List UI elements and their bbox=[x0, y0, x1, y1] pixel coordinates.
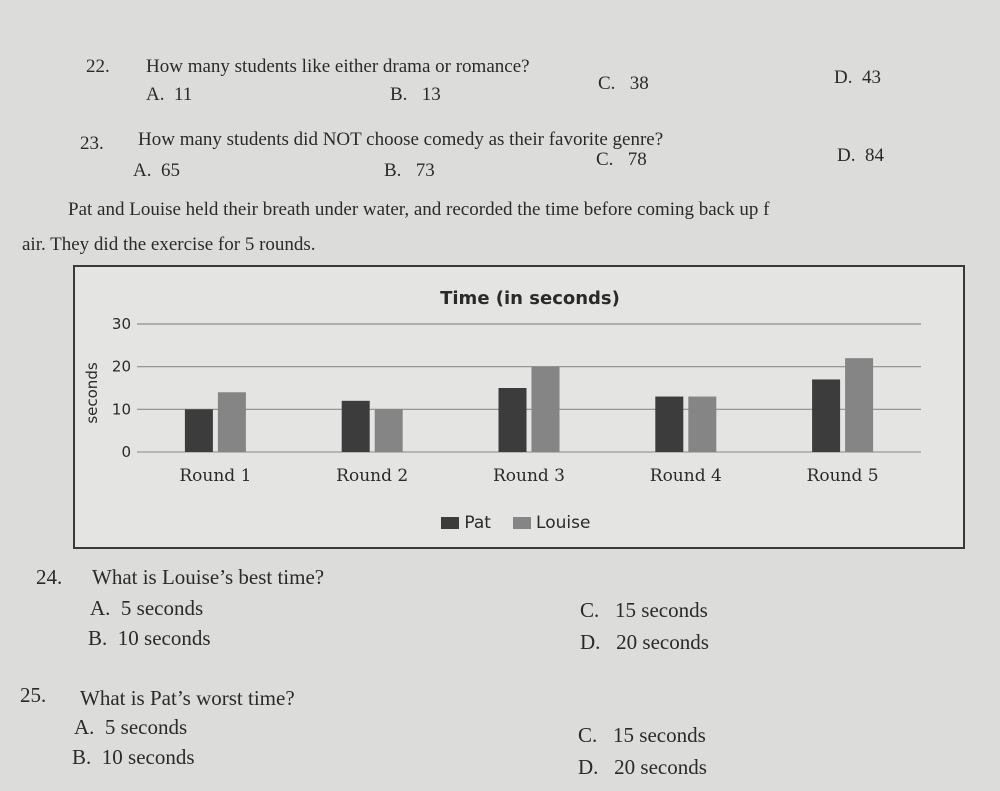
y-tick-label: 0 bbox=[121, 443, 131, 461]
legend-label-pat: Pat bbox=[464, 513, 491, 533]
option-value: 10 seconds bbox=[101, 745, 195, 769]
q24-number: 24. bbox=[36, 565, 63, 589]
option-value: 15 seconds bbox=[613, 723, 706, 747]
option-letter: D. bbox=[834, 67, 853, 88]
q24-option-a[interactable] bbox=[90, 596, 203, 621]
option-value: 15 seconds bbox=[615, 598, 708, 622]
option-value: 73 bbox=[415, 160, 435, 181]
option-value: 5 seconds bbox=[104, 715, 188, 739]
q23-option-c[interactable] bbox=[596, 149, 647, 171]
bar-pat-5 bbox=[812, 379, 840, 452]
option-value: 84 bbox=[864, 145, 884, 166]
option-letter: B. bbox=[390, 84, 408, 105]
intro-line-2: air. They did the exercise for 5 rounds. bbox=[22, 234, 316, 255]
bar-louise-3 bbox=[532, 367, 560, 452]
q23-option-b[interactable] bbox=[384, 160, 435, 182]
q23-question: How many students did NOT choose comedy as their favorite genre? bbox=[138, 129, 664, 150]
x-tick-label: Round 3 bbox=[492, 466, 566, 486]
option-value: 5 seconds bbox=[120, 596, 204, 620]
q22-option-b[interactable] bbox=[390, 84, 441, 106]
q22-question: How many students like either drama or romance? bbox=[146, 56, 530, 77]
option-letter: D. bbox=[580, 630, 601, 654]
q25-number: 25. bbox=[20, 683, 47, 707]
bar-pat-4 bbox=[655, 397, 683, 452]
q24-option-b[interactable] bbox=[88, 626, 211, 651]
q22-option-c[interactable] bbox=[598, 73, 649, 95]
x-tick-label: Round 4 bbox=[649, 466, 722, 486]
q25-option-b[interactable] bbox=[72, 745, 195, 770]
bar-pat-1 bbox=[185, 409, 213, 452]
y-tick-labels bbox=[112, 315, 131, 461]
legend-label-louise: Louise bbox=[536, 513, 591, 533]
option-value: 13 bbox=[421, 84, 441, 105]
bar-louise-1 bbox=[218, 392, 246, 452]
option-letter: C. bbox=[596, 149, 614, 170]
q25-question: What is Pat’s worst time? bbox=[80, 686, 295, 710]
x-tick-labels bbox=[179, 466, 878, 486]
chart-title: Time (in seconds) bbox=[440, 288, 620, 309]
intro-line-1: Pat and Louise held their breath under water, and recorded the time before coming back up f bbox=[68, 199, 770, 220]
option-value: 38 bbox=[629, 73, 649, 94]
x-tick-label: Round 5 bbox=[806, 466, 879, 486]
bar-louise-5 bbox=[845, 358, 873, 452]
y-axis-label: seconds bbox=[83, 362, 101, 424]
option-value: 10 seconds bbox=[117, 626, 211, 650]
option-letter: A. bbox=[74, 715, 95, 739]
chart-container bbox=[73, 265, 965, 549]
option-letter: B. bbox=[384, 160, 402, 181]
q22-option-a[interactable] bbox=[146, 84, 192, 106]
option-value: 65 bbox=[160, 160, 180, 181]
option-letter: A. bbox=[133, 160, 152, 181]
bar-pat-2 bbox=[342, 401, 370, 452]
q25-option-a[interactable] bbox=[74, 715, 187, 740]
option-letter: B. bbox=[88, 626, 108, 650]
option-letter: C. bbox=[578, 723, 598, 747]
q22-option-d[interactable] bbox=[834, 67, 881, 89]
x-tick-label: Round 2 bbox=[336, 466, 409, 486]
q24-option-d[interactable] bbox=[580, 630, 709, 655]
option-letter: A. bbox=[146, 84, 165, 105]
y-tick-label: 10 bbox=[111, 400, 131, 419]
y-tick-label: 30 bbox=[111, 315, 131, 333]
q24-option-c[interactable] bbox=[580, 598, 708, 623]
chart-legend bbox=[441, 513, 590, 533]
q23-number: 23. bbox=[80, 133, 104, 154]
option-letter: B. bbox=[72, 745, 92, 769]
bar-pat-3 bbox=[499, 388, 527, 452]
option-value: 11 bbox=[173, 84, 193, 105]
gridlines bbox=[137, 324, 921, 452]
x-tick-label: Round 1 bbox=[179, 466, 252, 486]
q22-number: 22. bbox=[86, 56, 110, 77]
q23-option-a[interactable] bbox=[133, 160, 180, 182]
q25-option-c[interactable] bbox=[578, 723, 706, 748]
option-letter: C. bbox=[580, 598, 600, 622]
q24-question: What is Louise’s best time? bbox=[92, 565, 325, 589]
y-tick-label: 20 bbox=[111, 357, 131, 376]
q23-option-d[interactable] bbox=[837, 145, 884, 167]
option-letter: D. bbox=[578, 755, 599, 779]
option-value: 20 seconds bbox=[616, 630, 709, 654]
bars bbox=[185, 358, 873, 452]
option-value: 20 seconds bbox=[614, 755, 707, 779]
bar-louise-2 bbox=[375, 409, 403, 452]
option-value: 78 bbox=[627, 149, 647, 170]
option-letter: D. bbox=[837, 145, 856, 166]
legend-swatch-louise bbox=[513, 517, 531, 529]
option-letter: C. bbox=[598, 73, 616, 94]
legend-swatch-pat bbox=[441, 517, 459, 529]
option-value: 43 bbox=[861, 67, 881, 88]
q25-option-d[interactable] bbox=[578, 755, 707, 780]
option-letter: A. bbox=[90, 596, 111, 620]
bar-chart bbox=[75, 267, 963, 547]
bar-louise-4 bbox=[688, 397, 716, 452]
